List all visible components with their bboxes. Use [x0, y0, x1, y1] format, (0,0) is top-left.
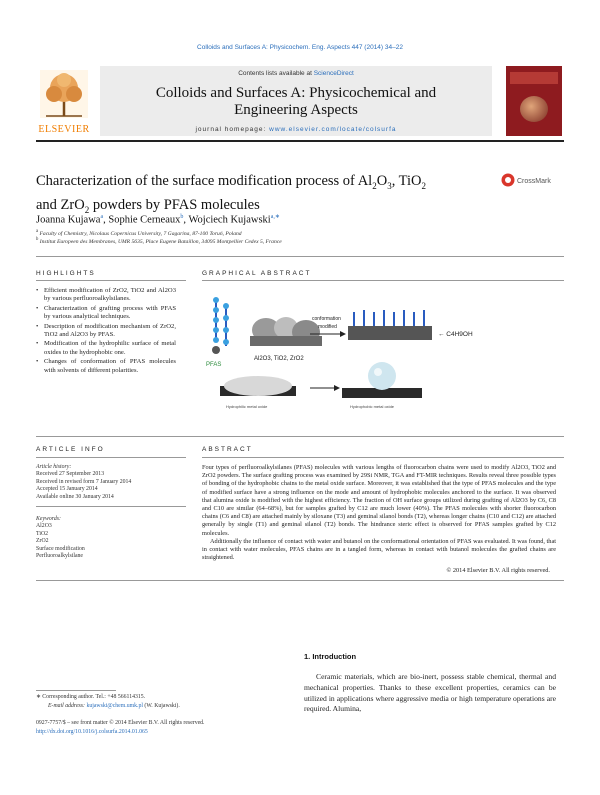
keyword-item: TiO2: [36, 530, 49, 537]
journal-citation[interactable]: Colloids and Surfaces A: Physicochem. Eng. Aspects 447 (2014) 34–22: [197, 44, 403, 51]
divider: [36, 256, 564, 257]
grafted-surface-icon: [348, 310, 432, 340]
ga-label-hydrophilic: Hydrophilic metal oxide: [226, 404, 268, 409]
author-name[interactable]: Wojciech Kujawski: [188, 214, 271, 226]
affiliation: $^b$ Institut Europeen des Membranes, UMR 5635, Place Eugene Bataillon, 34095 Montpellier Cedex 5, France: [36, 237, 282, 245]
introduction-heading: 1. Introduction: [304, 652, 357, 661]
highlight-item: • Changes of conformation of PFAS molecules with solvents of different polarities.: [36, 358, 176, 375]
article-history: Article history: Received 27 September 2013 Received in revised form 7 January 2014 Accepted 15 January 2014 Available online 30 January 2014: [36, 464, 132, 500]
divider: [36, 280, 186, 281]
sciencedirect-link[interactable]: ScienceDirect: [313, 70, 354, 77]
keyword-item: Perfluoroalkylsilane: [36, 553, 84, 560]
ga-label-hydrophobic: Hydrophobic metal oxide: [350, 404, 395, 409]
keywords: Keywords: Al2O3 TiO2 ZrO2 Surface modification Perfluoroalkylsilane: [36, 516, 186, 560]
email-note: E-mail address: kujawski@chem.umk.pl (W. Kujawski).: [48, 703, 180, 709]
doi-link[interactable]: http://dx.doi.org/10.1016/j.colsurfa.2014.01.065: [36, 729, 148, 735]
abstract-heading: ABSTRACT: [202, 446, 253, 453]
homepage-link[interactable]: www.elsevier.com/locate/colsurfa: [269, 126, 397, 133]
introduction-text: Ceramic materials, which are bio-inert, possess stable chemical, thermal and mechanical properties. Thanks to these excellent properties, ceramics can be utilized in applications where aggressive media or high temperature operations are required. Alumina,: [304, 672, 556, 714]
divider: [36, 580, 564, 581]
footnote-rule: [36, 690, 116, 691]
journal-title: Colloids and Surfaces A: Physicochemical and Engineering Aspects: [155, 85, 437, 118]
highlight-item: • Description of modification mechanism of ZrO2, TiO2 and Al2O3 by PFAS.: [36, 323, 176, 340]
arrow-right-icon: [310, 385, 340, 391]
ga-label-pfas: PFAS: [206, 362, 222, 368]
highlight-item: • Characterization of grafting process with PFAS by various analytical techniques.: [36, 305, 176, 322]
ga-label-oxides: Al2O3, TiO2, ZrO2: [254, 356, 304, 362]
author-name[interactable]: Sophie Cerneaux: [108, 214, 181, 226]
highlight-item: • Modification of the hydrophilic surface of metal oxides to the hydrophobic one.: [36, 340, 176, 357]
pfas-molecule-icon: [212, 297, 229, 354]
keyword-item: ZrO2: [36, 538, 49, 545]
corresponding-author-note: ∗ Corresponding author. Tel.: +48 566114315.: [36, 694, 146, 700]
abstract-copyright: © 2014 Elsevier B.V. All rights reserved.: [446, 567, 550, 574]
abstract-paragraph: Additionally the influence of contact with water and butanol on the conformational orientation of PFAS was evaluated. It was found, that in contact with water molecules, PFAS chains are in a tangled form, whereas in contact with butanol molecules the grafted chains are straightened.: [202, 537, 556, 562]
affiliation: $^a$ Faculty of Chemistry, Nicolaus Copernicus University, 7 Gagarina, 87-100 Toruń, Poland: [36, 229, 242, 237]
highlights-list: [36, 287, 176, 376]
issn-line: 0927-7757/$ – see front matter © 2014 Elsevier B.V. All rights reserved.: [36, 720, 205, 726]
water-droplet-hydrophobic-icon: [342, 362, 422, 398]
highlights-heading: HIGHLIGHTS: [36, 270, 96, 277]
divider: [36, 436, 564, 437]
header-rule: [36, 140, 564, 142]
publisher-name: ELSEVIER: [38, 124, 90, 135]
ga-label-conformation: conformation: [312, 316, 341, 322]
article-info-heading: ARTICLE INFO: [36, 446, 105, 453]
water-droplet-hydrophilic-icon: [220, 376, 296, 396]
article-title: Characterization of the surface modification process of $Al_2O_3$, TiO$_2$ and ZrO$_2$ powders by PFAS molecules: [36, 173, 427, 215]
journal-homepage: journal homepage: www.elsevier.com/locate/colsurfa: [195, 126, 397, 133]
divider: [202, 280, 564, 281]
divider: [36, 506, 186, 507]
abstract-body: [202, 464, 556, 562]
highlight-item: • Efficient modification of ZrO2, TiO2 and Al2O3 by various perfluoroalkylsilanes.: [36, 287, 176, 304]
journal-cover-thumbnail: [506, 66, 562, 136]
graphical-abstract-heading: GRAPHICAL ABSTRACT: [202, 270, 312, 277]
divider: [202, 457, 564, 458]
journal-masthead: [100, 66, 492, 136]
ga-label-butanol: ← C4H9OH: [438, 331, 473, 338]
author-list: Joanna Kujawa$^a$, Sophie Cerneaux$^b$, Wojciech Kujawski$^{a,∗}$: [36, 214, 280, 226]
ga-label-modified: modified: [318, 324, 337, 330]
graphical-abstract-figure: [202, 290, 562, 416]
abstract-paragraph: Four types of perfluoroalkylsilanes (PFAS) molecules with various lengths of fluorocarbon chains were used to modify Al2O3, TiO2 and ZrO2 powders. The surface grafting process was examined by 29Si NMR, TGA and FT-MIR techniques. Results reveal three possible types of bonding of the hydrophobic chains to the metal oxide surface. Moreover, it was established that the type of PFAS molecules and the type of modified surface have a strong influence on the mode and amount of hydrophobic molecules anchored to the surface. It was observed that alumina oxide is modified with the highest efficiency. The fraction of OH surface groups utilized during grafting of Al2O3 by C6, C8 and C10 are similar (64–68%), but for samples grafted by C12 are much lower (40%). The PFAS molecules with shorter fluorocarbon chains (C6 and C8) are attached mainly by siloxane (T3) and geminal silanol bonds (T2), whereas longer chains (C10 and C12) are attached generally by single (T1) and geminal silanol (T2) bonds. The hindrance steric effect is observed for PFAS samples grafted by C12 molecules.: [202, 464, 556, 537]
divider: [36, 457, 186, 458]
author-name[interactable]: Joanna Kujawa: [36, 214, 101, 226]
journal-header: [36, 66, 564, 136]
keyword-item: Al2O3: [36, 523, 52, 530]
keyword-item: Surface modification: [36, 545, 85, 552]
contents-line: Contents lists available at ScienceDirect: [238, 70, 354, 77]
crossmark-label: CrossMark: [517, 178, 551, 185]
crossmark-badge[interactable]: [500, 172, 558, 188]
email-link[interactable]: kujawski@chem.umk.pl: [86, 703, 143, 709]
